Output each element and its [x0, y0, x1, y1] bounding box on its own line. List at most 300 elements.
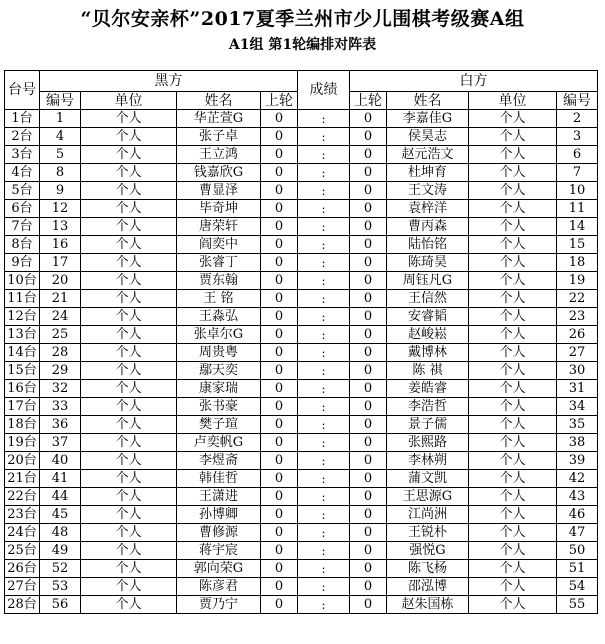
result-cell: :: [298, 110, 350, 128]
white-name-cell: 蒲文凯: [387, 470, 469, 488]
black-name-cell: 鄢天奕: [177, 362, 261, 380]
board-cell: 17台: [5, 398, 40, 416]
table-row: [5, 254, 598, 272]
white-prev-round-cell: 0: [350, 182, 387, 200]
table-row: [5, 146, 598, 164]
result-cell: :: [298, 470, 350, 488]
white-name-cell: 袁梓洋: [387, 200, 469, 218]
black-name-cell: 张书豪: [177, 398, 261, 416]
white-seq-cell: 31: [557, 380, 598, 398]
board-cell: 14台: [5, 344, 40, 362]
result-cell: :: [298, 236, 350, 254]
black-unit-cell: 个人: [81, 434, 177, 452]
result-cell: :: [298, 434, 350, 452]
black-unit-cell: 个人: [81, 164, 177, 182]
black-unit-cell: 个人: [81, 524, 177, 542]
white-seq-cell: 35: [557, 416, 598, 434]
white-unit-cell: 个人: [469, 182, 557, 200]
black-seq-cell: 17: [40, 254, 81, 272]
result-cell: :: [298, 344, 350, 362]
black-name-cell: 唐荣轩: [177, 218, 261, 236]
white-unit-cell: 个人: [469, 542, 557, 560]
black-prev-round-cell: 0: [261, 110, 298, 128]
black-name-cell: 王淼弘: [177, 308, 261, 326]
black-prev-round-cell: 0: [261, 344, 298, 362]
board-cell: 8台: [5, 236, 40, 254]
black-unit-cell: 个人: [81, 542, 177, 560]
white-unit-cell: 个人: [469, 254, 557, 272]
result-cell: :: [298, 542, 350, 560]
table-row: [5, 488, 598, 506]
result-cell: :: [298, 254, 350, 272]
black-prev-round-cell: 0: [261, 182, 298, 200]
white-name-cell: 曹丙森: [387, 218, 469, 236]
white-seq-cell: 43: [557, 488, 598, 506]
black-unit-cell: 个人: [81, 560, 177, 578]
header-white-seq: 编号: [557, 92, 598, 110]
black-unit-cell: 个人: [81, 380, 177, 398]
table-row: [5, 362, 598, 380]
white-name-cell: 景子儒: [387, 416, 469, 434]
white-seq-cell: 11: [557, 200, 598, 218]
black-name-cell: 王立鸿: [177, 146, 261, 164]
pairings-body: [5, 110, 598, 614]
board-cell: 11台: [5, 290, 40, 308]
board-cell: 3台: [5, 146, 40, 164]
table-row: [5, 200, 598, 218]
result-cell: :: [298, 596, 350, 614]
board-cell: 5台: [5, 182, 40, 200]
black-prev-round-cell: 0: [261, 362, 298, 380]
black-seq-cell: 44: [40, 488, 81, 506]
header-black-prev-round: 上轮: [261, 92, 298, 110]
white-prev-round-cell: 0: [350, 524, 387, 542]
black-prev-round-cell: 0: [261, 380, 298, 398]
black-prev-round-cell: 0: [261, 434, 298, 452]
black-seq-cell: 49: [40, 542, 81, 560]
black-unit-cell: 个人: [81, 128, 177, 146]
white-seq-cell: 22: [557, 290, 598, 308]
table-row: [5, 542, 598, 560]
board-cell: 22台: [5, 488, 40, 506]
black-unit-cell: 个人: [81, 308, 177, 326]
table-row: [5, 308, 598, 326]
table-row: [5, 434, 598, 452]
white-seq-cell: 18: [557, 254, 598, 272]
black-name-cell: 王潇进: [177, 488, 261, 506]
white-unit-cell: 个人: [469, 218, 557, 236]
black-unit-cell: 个人: [81, 344, 177, 362]
black-unit-cell: 个人: [81, 488, 177, 506]
black-seq-cell: 29: [40, 362, 81, 380]
white-prev-round-cell: 0: [350, 326, 387, 344]
table-row: [5, 236, 598, 254]
white-unit-cell: 个人: [469, 236, 557, 254]
table-row: [5, 578, 598, 596]
result-cell: :: [298, 416, 350, 434]
black-name-cell: 康家瑞: [177, 380, 261, 398]
black-name-cell: 韩佳哲: [177, 470, 261, 488]
black-prev-round-cell: 0: [261, 164, 298, 182]
black-name-cell: 毕奇坤: [177, 200, 261, 218]
white-unit-cell: 个人: [469, 416, 557, 434]
white-name-cell: 戴博林: [387, 344, 469, 362]
board-cell: 12台: [5, 308, 40, 326]
result-cell: :: [298, 146, 350, 164]
board-cell: 25台: [5, 542, 40, 560]
result-cell: :: [298, 164, 350, 182]
white-name-cell: 周钰凡G: [387, 272, 469, 290]
white-unit-cell: 个人: [469, 200, 557, 218]
black-seq-cell: 33: [40, 398, 81, 416]
black-prev-round-cell: 0: [261, 542, 298, 560]
white-seq-cell: 51: [557, 560, 598, 578]
board-cell: 9台: [5, 254, 40, 272]
white-prev-round-cell: 0: [350, 578, 387, 596]
white-seq-cell: 34: [557, 398, 598, 416]
black-prev-round-cell: 0: [261, 560, 298, 578]
table-row: [5, 596, 598, 614]
white-name-cell: 陈 祺: [387, 362, 469, 380]
white-prev-round-cell: 0: [350, 218, 387, 236]
result-cell: :: [298, 290, 350, 308]
white-unit-cell: 个人: [469, 290, 557, 308]
black-seq-cell: 12: [40, 200, 81, 218]
header-black-unit: 单位: [81, 92, 177, 110]
white-name-cell: 安睿韬: [387, 308, 469, 326]
result-cell: :: [298, 326, 350, 344]
black-name-cell: 郭向荣G: [177, 560, 261, 578]
board-cell: 1台: [5, 110, 40, 128]
white-unit-cell: 个人: [469, 128, 557, 146]
white-prev-round-cell: 0: [350, 308, 387, 326]
black-prev-round-cell: 0: [261, 596, 298, 614]
black-prev-round-cell: 0: [261, 200, 298, 218]
black-unit-cell: 个人: [81, 470, 177, 488]
white-prev-round-cell: 0: [350, 362, 387, 380]
table-row: [5, 344, 598, 362]
white-prev-round-cell: 0: [350, 344, 387, 362]
black-unit-cell: 个人: [81, 146, 177, 164]
black-prev-round-cell: 0: [261, 146, 298, 164]
black-seq-cell: 48: [40, 524, 81, 542]
header-white-name: 姓名: [387, 92, 469, 110]
black-seq-cell: 9: [40, 182, 81, 200]
header-black-seq: 编号: [40, 92, 81, 110]
table-row: [5, 128, 598, 146]
white-prev-round-cell: 0: [350, 164, 387, 182]
black-name-cell: 王 铭: [177, 290, 261, 308]
board-cell: 18台: [5, 416, 40, 434]
white-unit-cell: 个人: [469, 560, 557, 578]
black-seq-cell: 40: [40, 452, 81, 470]
white-unit-cell: 个人: [469, 308, 557, 326]
table-row: [5, 560, 598, 578]
black-unit-cell: 个人: [81, 362, 177, 380]
table-row: [5, 524, 598, 542]
white-name-cell: 强悦G: [387, 542, 469, 560]
white-unit-cell: 个人: [469, 398, 557, 416]
white-unit-cell: 个人: [469, 506, 557, 524]
white-name-cell: 江尚洲: [387, 506, 469, 524]
header-black: 黑方: [40, 71, 298, 92]
table-row: [5, 416, 598, 434]
result-cell: :: [298, 380, 350, 398]
white-unit-cell: 个人: [469, 344, 557, 362]
white-seq-cell: 6: [557, 146, 598, 164]
white-prev-round-cell: 0: [350, 596, 387, 614]
white-seq-cell: 38: [557, 434, 598, 452]
result-cell: :: [298, 128, 350, 146]
table-row: [5, 182, 598, 200]
header-board: 台号: [5, 71, 40, 110]
header-black-name: 姓名: [177, 92, 261, 110]
white-name-cell: 张熙路: [387, 434, 469, 452]
black-seq-cell: 4: [40, 128, 81, 146]
white-seq-cell: 46: [557, 506, 598, 524]
white-unit-cell: 个人: [469, 452, 557, 470]
white-prev-round-cell: 0: [350, 434, 387, 452]
white-seq-cell: 30: [557, 362, 598, 380]
black-prev-round-cell: 0: [261, 308, 298, 326]
black-unit-cell: 个人: [81, 416, 177, 434]
black-prev-round-cell: 0: [261, 254, 298, 272]
board-cell: 4台: [5, 164, 40, 182]
board-cell: 19台: [5, 434, 40, 452]
white-seq-cell: 39: [557, 452, 598, 470]
black-seq-cell: 41: [40, 470, 81, 488]
black-seq-cell: 21: [40, 290, 81, 308]
header-white-prev-round: 上轮: [350, 92, 387, 110]
result-cell: :: [298, 578, 350, 596]
black-prev-round-cell: 0: [261, 506, 298, 524]
black-seq-cell: 56: [40, 596, 81, 614]
white-seq-cell: 14: [557, 218, 598, 236]
black-name-cell: 贾东翰: [177, 272, 261, 290]
white-seq-cell: 19: [557, 272, 598, 290]
black-unit-cell: 个人: [81, 398, 177, 416]
black-prev-round-cell: 0: [261, 470, 298, 488]
board-cell: 23台: [5, 506, 40, 524]
result-cell: :: [298, 506, 350, 524]
white-prev-round-cell: 0: [350, 506, 387, 524]
black-name-cell: 李煜斋: [177, 452, 261, 470]
board-cell: 21台: [5, 470, 40, 488]
board-cell: 2台: [5, 128, 40, 146]
black-prev-round-cell: 0: [261, 488, 298, 506]
board-cell: 16台: [5, 380, 40, 398]
result-cell: :: [298, 452, 350, 470]
table-row: [5, 380, 598, 398]
black-seq-cell: 8: [40, 164, 81, 182]
white-name-cell: 赵峻崧: [387, 326, 469, 344]
black-unit-cell: 个人: [81, 236, 177, 254]
header-white-unit: 单位: [469, 92, 557, 110]
white-unit-cell: 个人: [469, 380, 557, 398]
white-seq-cell: 54: [557, 578, 598, 596]
black-seq-cell: 36: [40, 416, 81, 434]
header-result: 成绩: [298, 71, 350, 110]
white-unit-cell: 个人: [469, 578, 557, 596]
result-cell: :: [298, 200, 350, 218]
black-unit-cell: 个人: [81, 578, 177, 596]
black-name-cell: 曹显泽: [177, 182, 261, 200]
black-seq-cell: 1: [40, 110, 81, 128]
black-name-cell: 孙博卿: [177, 506, 261, 524]
black-name-cell: 卢奕帆G: [177, 434, 261, 452]
white-prev-round-cell: 0: [350, 488, 387, 506]
white-name-cell: 姜皓睿: [387, 380, 469, 398]
black-seq-cell: 28: [40, 344, 81, 362]
white-prev-round-cell: 0: [350, 452, 387, 470]
black-unit-cell: 个人: [81, 272, 177, 290]
white-seq-cell: 7: [557, 164, 598, 182]
white-name-cell: 王思源G: [387, 488, 469, 506]
black-unit-cell: 个人: [81, 110, 177, 128]
white-unit-cell: 个人: [469, 272, 557, 290]
white-seq-cell: 27: [557, 344, 598, 362]
white-unit-cell: 个人: [469, 596, 557, 614]
result-cell: :: [298, 218, 350, 236]
white-prev-round-cell: 0: [350, 398, 387, 416]
table-row: [5, 506, 598, 524]
white-name-cell: 赵朱国栋: [387, 596, 469, 614]
white-name-cell: 陈飞杨: [387, 560, 469, 578]
result-cell: :: [298, 488, 350, 506]
board-cell: 15台: [5, 362, 40, 380]
board-cell: 20台: [5, 452, 40, 470]
black-prev-round-cell: 0: [261, 524, 298, 542]
white-prev-round-cell: 0: [350, 146, 387, 164]
white-seq-cell: 42: [557, 470, 598, 488]
table-row: [5, 452, 598, 470]
white-name-cell: 王文涛: [387, 182, 469, 200]
black-seq-cell: 5: [40, 146, 81, 164]
black-name-cell: 曹修源: [177, 524, 261, 542]
table-row: [5, 110, 598, 128]
result-cell: :: [298, 362, 350, 380]
board-cell: 26台: [5, 560, 40, 578]
white-prev-round-cell: 0: [350, 128, 387, 146]
black-unit-cell: 个人: [81, 452, 177, 470]
table-row: [5, 164, 598, 182]
white-prev-round-cell: 0: [350, 560, 387, 578]
white-prev-round-cell: 0: [350, 254, 387, 272]
black-unit-cell: 个人: [81, 182, 177, 200]
document-subtitle: A1组 第1轮编排对阵表: [228, 37, 377, 53]
white-seq-cell: 10: [557, 182, 598, 200]
result-cell: :: [298, 272, 350, 290]
black-name-cell: 樊子瑄: [177, 416, 261, 434]
white-seq-cell: 47: [557, 524, 598, 542]
board-cell: 27台: [5, 578, 40, 596]
board-cell: 13台: [5, 326, 40, 344]
white-name-cell: 邵泓博: [387, 578, 469, 596]
result-cell: :: [298, 398, 350, 416]
black-name-cell: 华芷萱G: [177, 110, 261, 128]
black-name-cell: 张卓尔G: [177, 326, 261, 344]
board-cell: 7台: [5, 218, 40, 236]
table-row: [5, 290, 598, 308]
white-name-cell: 陆怡铭: [387, 236, 469, 254]
black-prev-round-cell: 0: [261, 326, 298, 344]
result-cell: :: [298, 308, 350, 326]
white-unit-cell: 个人: [469, 146, 557, 164]
board-cell: 10台: [5, 272, 40, 290]
white-name-cell: 王信然: [387, 290, 469, 308]
white-name-cell: 侯昊志: [387, 128, 469, 146]
board-cell: 6台: [5, 200, 40, 218]
result-cell: :: [298, 182, 350, 200]
black-name-cell: 贾乃宁: [177, 596, 261, 614]
white-seq-cell: 55: [557, 596, 598, 614]
white-name-cell: 李浩哲: [387, 398, 469, 416]
black-seq-cell: 37: [40, 434, 81, 452]
board-cell: 28台: [5, 596, 40, 614]
table-row: [5, 326, 598, 344]
white-unit-cell: 个人: [469, 326, 557, 344]
black-prev-round-cell: 0: [261, 398, 298, 416]
white-prev-round-cell: 0: [350, 200, 387, 218]
white-seq-cell: 15: [557, 236, 598, 254]
white-seq-cell: 3: [557, 128, 598, 146]
result-cell: :: [298, 560, 350, 578]
black-seq-cell: 24: [40, 308, 81, 326]
black-prev-round-cell: 0: [261, 272, 298, 290]
black-seq-cell: 52: [40, 560, 81, 578]
black-unit-cell: 个人: [81, 326, 177, 344]
black-unit-cell: 个人: [81, 290, 177, 308]
white-prev-round-cell: 0: [350, 236, 387, 254]
table-row: [5, 272, 598, 290]
black-unit-cell: 个人: [81, 506, 177, 524]
black-name-cell: 张睿丁: [177, 254, 261, 272]
white-prev-round-cell: 0: [350, 272, 387, 290]
white-prev-round-cell: 0: [350, 380, 387, 398]
table-row: [5, 218, 598, 236]
black-seq-cell: 25: [40, 326, 81, 344]
white-prev-round-cell: 0: [350, 416, 387, 434]
black-name-cell: 钱嘉欣G: [177, 164, 261, 182]
black-name-cell: 陈彦君: [177, 578, 261, 596]
white-unit-cell: 个人: [469, 524, 557, 542]
white-prev-round-cell: 0: [350, 290, 387, 308]
black-name-cell: 阎奕中: [177, 236, 261, 254]
black-prev-round-cell: 0: [261, 218, 298, 236]
pairings-table: [4, 70, 598, 614]
white-prev-round-cell: 0: [350, 542, 387, 560]
white-name-cell: 陈琦昊: [387, 254, 469, 272]
black-seq-cell: 16: [40, 236, 81, 254]
white-unit-cell: 个人: [469, 164, 557, 182]
white-prev-round-cell: 0: [350, 110, 387, 128]
white-unit-cell: 个人: [469, 362, 557, 380]
black-prev-round-cell: 0: [261, 128, 298, 146]
table-row: [5, 470, 598, 488]
black-name-cell: 张子卓: [177, 128, 261, 146]
white-seq-cell: 23: [557, 308, 598, 326]
table-row: [5, 398, 598, 416]
white-prev-round-cell: 0: [350, 470, 387, 488]
white-seq-cell: 26: [557, 326, 598, 344]
black-name-cell: 蒋宇宸: [177, 542, 261, 560]
white-seq-cell: 2: [557, 110, 598, 128]
white-name-cell: 杜坤育: [387, 164, 469, 182]
black-prev-round-cell: 0: [261, 578, 298, 596]
white-unit-cell: 个人: [469, 434, 557, 452]
black-seq-cell: 45: [40, 506, 81, 524]
black-unit-cell: 个人: [81, 254, 177, 272]
